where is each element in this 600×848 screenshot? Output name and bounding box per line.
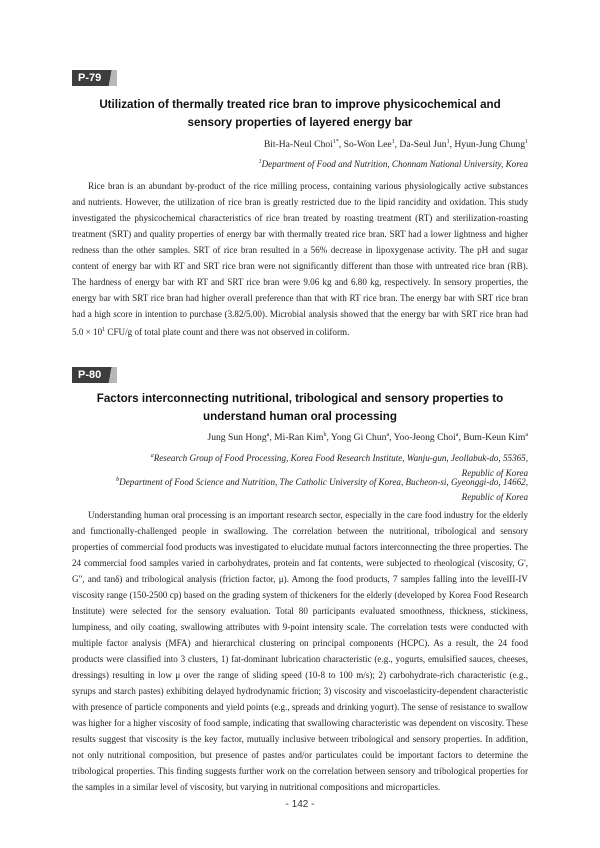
affiliation-line	[151, 449, 528, 466]
author-affil-mark: 1	[446, 139, 450, 145]
author-affil-mark: a	[386, 432, 390, 438]
abstract-p79	[72, 178, 528, 340]
author-name: Bit-Ha-Neul Choi	[263, 139, 333, 151]
affiliation-line	[116, 473, 528, 490]
author-name: Jung Sun Hong	[207, 432, 267, 444]
author-list-p80	[207, 432, 528, 443]
affiliation-line: Republic of Korea	[461, 467, 528, 478]
title-line: Utilization of thermally treated rice bran to improve physicochemical and	[99, 98, 501, 111]
affiliation-b-p80	[116, 473, 528, 504]
author-name: Bum-Keun Kim	[463, 432, 526, 444]
title-line: understand human oral processing	[203, 410, 397, 423]
affiliation-mark: 1	[258, 159, 262, 165]
author-separator: ,	[326, 432, 331, 444]
author-affil-mark: 1*	[332, 139, 339, 145]
author-name: Mi-Ran Kim	[274, 432, 324, 444]
author-separator: ,	[389, 432, 394, 444]
abstract-text-end: CFU/g of total plate count and there was not observed in coliform.	[105, 327, 350, 338]
abstract-exponent: 1	[102, 327, 106, 333]
author-name: Yoo-Jeong Choi	[393, 432, 456, 444]
author-affil-mark: a	[266, 432, 270, 438]
author-name: So-Won Lee	[343, 139, 392, 151]
title-line: sensory properties of layered energy bar	[187, 116, 413, 129]
affiliation-line: Republic of Korea	[461, 491, 528, 502]
paper-title-p79	[60, 96, 540, 132]
author-separator: ,	[458, 432, 464, 444]
paper-title-p80	[60, 390, 540, 426]
affiliation-mark: b	[116, 477, 120, 483]
author-separator: ,	[269, 432, 275, 444]
abstract-text: Rice bran is an abundant by-product of the rice milling process, containing various physiologically active substances and nutrients. However, the utilization of rice bran is greatly restricted due to the lipid rancidity and oxidation. This study investigated the physicochemical characteristics of rice bran treated by roasting treatment (RT) and sterilization-roasting treatment (SRT) and quality properties of energy bar with thermally treated rice bran. SRT had a lower lightness and higher redness than the other samples. SRT of rice bran resulted in a 56% decrease in lipoxygenase activity. The pH and sugar content of energy bar with RT and SRT rice bran were not significantly different than those with untreated rice bran (RB). The hardness of energy bar with RT and SRT rice bran were 9.06 kg and 6.80 kg, respectively. In sensory properties, the energy bar with SRT rice bran had higher overall preference than that with RT rice bran. The energy bar with SRT rice bran had a high score in intention to purchase (3.82/5.00). Microbial analysis showed that the energy bar with SRT rice bran had 5.0 × 10	[72, 181, 528, 338]
author-separator: ,	[449, 139, 455, 151]
author-name: Hyun-Jung Chung	[454, 139, 525, 151]
author-affil-mark: 1	[525, 139, 528, 145]
affiliation-text: Department of Food Science and Nutrition, The Catholic University of Korea, Bucheon-si, Gyeonggi-do, 14662,	[119, 477, 528, 488]
author-affil-mark: 1	[391, 139, 395, 145]
affiliation-p79	[259, 155, 528, 172]
section-tag-tail	[107, 367, 117, 383]
title-line: Factors interconnecting nutritional, tribological and sensory properties to	[96, 392, 504, 405]
affiliation-text: Research Group of Food Processing, Korea Food Research Institute, Wanju-gun, Jeollabuk-do, 55365,	[153, 453, 528, 464]
author-separator: ,	[394, 139, 400, 151]
affiliation-mark: a	[150, 453, 154, 459]
abstract-p80: Understanding human oral processing is an important research sector, especially in the care food industry for the elderly and functionally-challenged people in swallowing. The correlation between the nutritional, tribological and sensory properties of commercial food products was investigated to elucidate mutual factors interconnecting the three properties. The 24 commercial food samples varied in carbohydrates, protein and fat contents, were subjected to rheological (viscosity, G', G", and tanδ) and tribological analysis (friction factor, μ). Among the food products, 7 samples falling into the levelII-IV viscosity range (150-2500 cp) based on the grading system of thickeners for the elderly (developed by Korea Food Research Institute) were selected for the sensory evaluation. Total 80 participants evaluated smoothness, thickness, stickiness, lumpiness, and oily coating, swallowing attributes with 9-point intensity scale. The correlation tests were conducted with multiple factor analysis (MFA) and hierarchical clustering on principal components (HCPC). As a result, the 24 food products were classified into 3 clusters, 1) fat-dominant lubrication characteristic (e.g., yogurts, emulsified sauces, cheeses, dressings) resulting in low μ over the range of sliding speed (10-8 to 100 m/s); 2) carbohydrate-rich characteristic (e.g., syrups and starch pastes) exhibiting delayed hydrodynamic friction; 3) viscosity and viscoelasticity-dependent characteristic with presence of particle components and yield points (e.g., spreads and drinking yogurt). The sense of resistance to swallow was higher for a higher viscosity of food sample, indicating that swallowing characteristic was dependent on viscosity. These results suggest that viscosity is the key factor, mutually inclusive between tribological and sensory properties. In addition, not only nutritional composition, but presence of pastes and/or particulates could be important factors to determine the tribological properties. This finding suggests further work on the correlation between sensory and tribological properties for the samples in a similar level of viscosity, but varying in nutritional compositions and microparticles.	[72, 510, 528, 792]
section-tag-tail	[107, 70, 117, 86]
section-tag-p79	[72, 70, 117, 86]
section-tag-label: P-79	[72, 70, 107, 86]
page-number: - 142 -	[285, 799, 315, 810]
author-name: Yong Gi Chun	[330, 432, 387, 444]
section-tag-p80	[72, 367, 117, 383]
author-list-p79	[264, 139, 528, 150]
section-tag-label: P-80	[72, 367, 107, 383]
author-name: Da-Seul Jun	[399, 139, 447, 151]
affiliation-text: Department of Food and Nutrition, Chonnam National University, Korea	[261, 159, 528, 170]
author-separator: ,	[338, 139, 344, 151]
author-affil-mark: a	[525, 432, 528, 438]
author-affil-mark: b	[323, 432, 327, 438]
author-affil-mark: a	[455, 432, 459, 438]
